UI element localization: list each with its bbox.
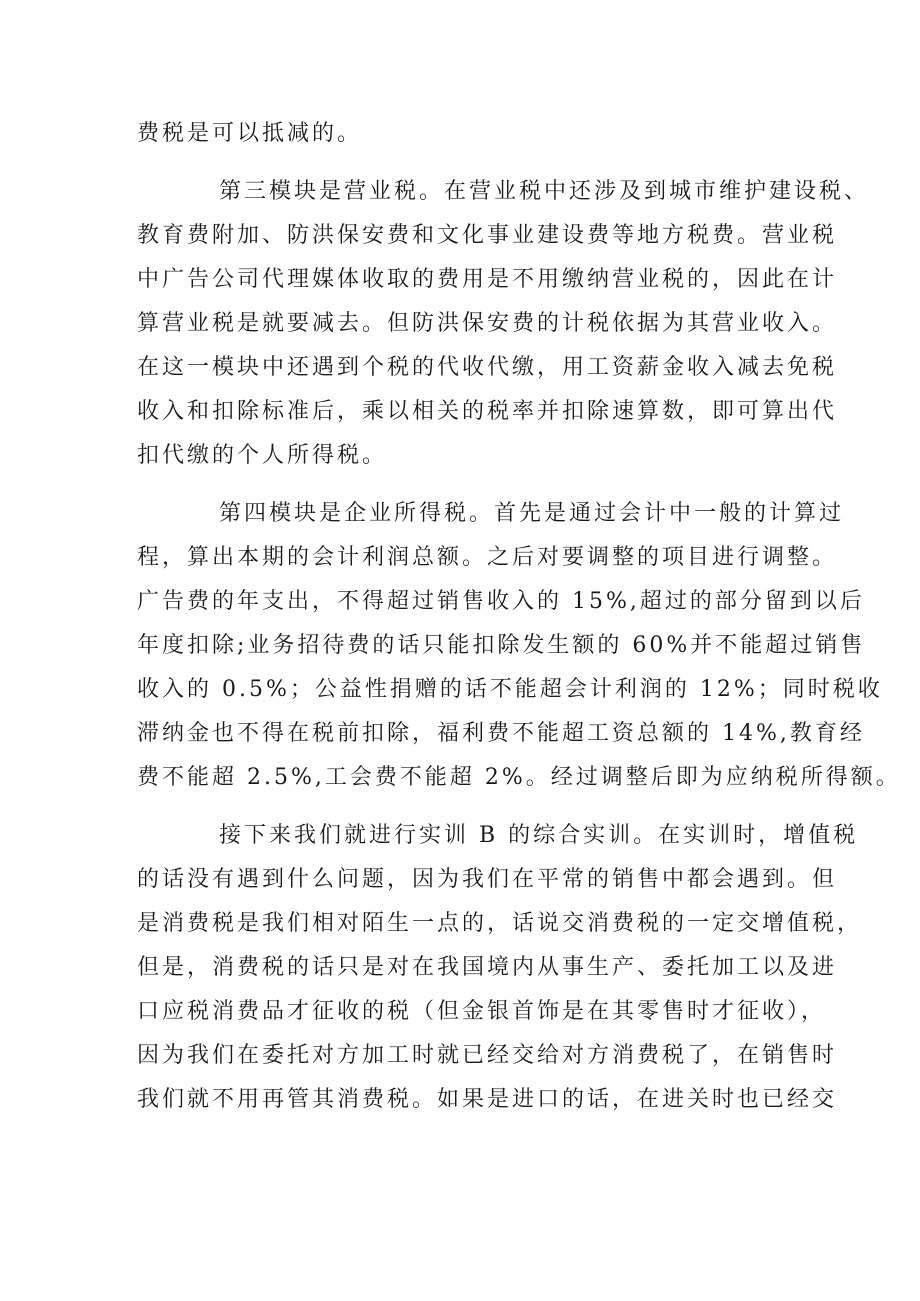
text-line: 接下来我们就进行实训 B 的综合实训。在实训时，增值税	[219, 823, 859, 848]
text-line: 但是，消费税的话只是对在我国境内从事生产、委托加工以及进	[137, 955, 838, 980]
text-line: 费税是可以抵减的。	[137, 121, 363, 146]
text-line: 费不能超 2.5%,工会费不能超 2%。经过调整后即为应纳税所得额。	[137, 765, 901, 790]
text-line: 年度扣除;业务招待费的话只能扣除发生额的 60%并不能超过销售	[137, 633, 866, 658]
paragraph-2	[137, 170, 870, 478]
text-line: 是消费税是我们相对陌生一点的，话说交消费税的一定交增值税，	[137, 911, 863, 936]
text-line: 滞纳金也不得在税前扣除，福利费不能超工资总额的 14%,教育经	[137, 721, 865, 746]
text-line: 中广告公司代理媒体收取的费用是不用缴纳营业税的，因此在计	[137, 267, 838, 292]
text-line: 算营业税是就要减去。但防洪保安费的计税依据为其营业收入。	[137, 311, 838, 336]
body-text	[137, 112, 901, 1122]
text-line: 扣代缴的个人所得税。	[137, 443, 388, 468]
text-line: 广告费的年支出，不得超过销售收入的 15%,超过的部分留到以后	[137, 589, 865, 614]
text-line: 程，算出本期的会计利润总额。之后对要调整的项目进行调整。	[137, 545, 838, 570]
text-line: 的话没有遇到什么问题，因为我们在平常的销售中都会遇到。但	[137, 867, 838, 892]
text-line: 收入和扣除标准后，乘以相关的税率并扣除速算数，即可算出代	[137, 399, 838, 424]
text-line: 在这一模块中还遇到个税的代收代缴，用工资薪金收入减去免税	[137, 355, 838, 380]
text-line: 我们就不用再管其消费税。如果是进口的话，在进关时也已经交	[137, 1087, 838, 1112]
text-line: 第四模块是企业所得税。首先是通过会计中一般的计算过	[219, 501, 845, 526]
text-line: 口应税消费品才征收的税（但金银首饰是在其零售时才征收），	[137, 999, 827, 1024]
text-line: 第三模块是营业税。在营业税中还涉及到城市维护建设税、	[219, 179, 870, 204]
paragraph-3	[137, 492, 901, 800]
text-line: 收入的 0.5%；公益性捐赠的话不能超会计利润的 12%；同时税收	[137, 677, 883, 702]
paragraph-4	[137, 814, 863, 1122]
paragraph-1	[137, 112, 797, 156]
text-line: 因为我们在委托对方加工时就已经交给对方消费税了，在销售时	[137, 1043, 838, 1068]
text-line: 教育费附加、防洪保安费和文化事业建设费等地方税费。营业税	[137, 223, 838, 248]
